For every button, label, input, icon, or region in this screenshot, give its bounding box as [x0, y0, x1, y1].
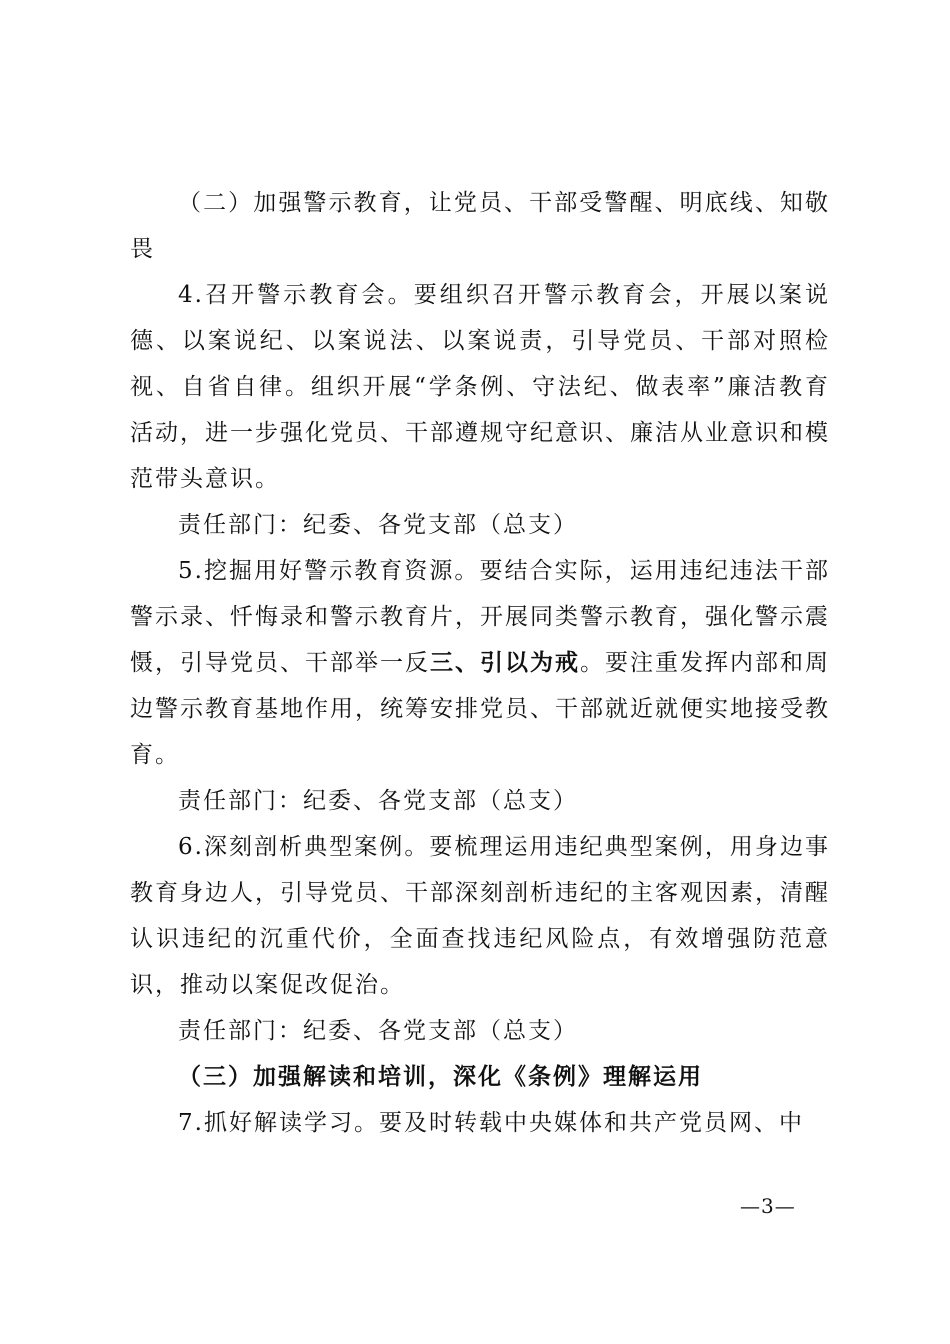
- item-5-bold-text: 三、引以为戒: [430, 649, 580, 676]
- paragraph-item-7: 7.抓好解读学习。要及时转载中央媒体和共产党员网、中: [178, 1110, 804, 1136]
- responsibility-line-5: 责任部门：纪委、各党支部（总支）: [178, 788, 578, 814]
- document-body: [130, 180, 830, 1146]
- responsibility-line-4: 责任部门：纪委、各党支部（总支）: [178, 512, 578, 538]
- item-5-text-part1: 5.挖掘用好警示教育资源。要结合实际，运用违纪违法干部警示录、忏悔录和警示教育片，开展同类警示教育，强化警示震慑，引导党员、干部举一反: [130, 558, 830, 676]
- paragraph-item-5: [130, 548, 830, 778]
- item-5-text-part2: 。要注重发挥内部和周边警示教育基地作用，统筹安排党员、干部就近就便实地接受教育。: [130, 650, 830, 768]
- section-heading-3: （三）加强解读和培训，深化《条例》理解运用: [178, 1063, 703, 1090]
- page-number: —3—: [740, 1194, 796, 1218]
- paragraph-item-6: 6.深刻剖析典型案例。要梳理运用违纪典型案例，用身边事教育身边人，引导党员、干部深刻剖析违纪的主客观因素，清醒认识违纪的沉重代价，全面查找违纪风险点，有效增强防范意识，推动以案促改促治。: [130, 834, 830, 998]
- paragraph-item-4: 4.召开警示教育会。要组织召开警示教育会，开展以案说德、以案说纪、以案说法、以案说责，引导党员、干部对照检视、自省自律。组织开展“学条例、守法纪、做表率”廉洁教育活动，进一步强化党员、干部遵规守纪意识、廉洁从业意识和模范带头意识。: [130, 282, 830, 492]
- responsibility-line-6: 责任部门：纪委、各党支部（总支）: [178, 1018, 578, 1044]
- section-heading-2: （二）加强警示教育，让党员、干部受警醒、明底线、知敬畏: [130, 190, 830, 262]
